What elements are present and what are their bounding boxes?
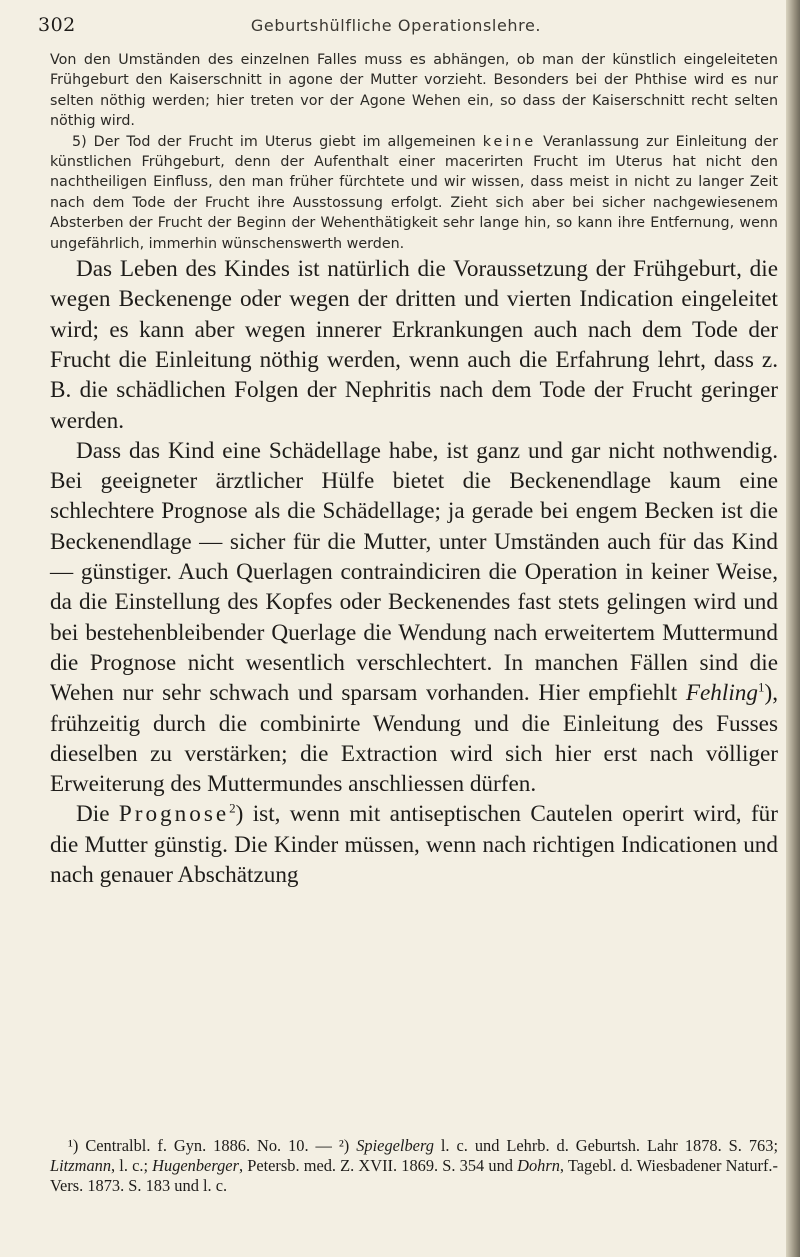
footnote-text-5: , Tagebl. d. Wiesbadener Naturf.-Vers. 1873. S. 183 und l. c. (50, 1156, 778, 1195)
paragraph-tod-start: 5) Der Tod der Frucht im Uterus giebt im allgemeinen (72, 133, 483, 150)
paragraph-prognose (50, 799, 778, 890)
body-text (50, 50, 778, 890)
footnote-text-2: l. c. und Lehrb. d. Geburtsh. Lahr 1878. S. 763; (433, 1136, 778, 1155)
paragraph-schaedellage-end: ), frühzeitig durch die combinirte Wendung und die Einleitung des Fusses dieselben zu verstärken; die Extraction wird sich hier erst nach völliger Erweiterung des Muttermundes anschliessen dürfen. (50, 680, 778, 798)
page-edge-shadow (786, 0, 800, 1257)
footnote-ref-2: 2 (229, 800, 236, 816)
author-spiegelberg: Spiegelberg (356, 1136, 434, 1155)
footnote-text-4: , Petersb. med. Z. XVII. 1869. S. 354 und (238, 1156, 518, 1175)
paragraph-schaedellage (50, 436, 778, 800)
running-title: Geburtshülfliche Operationslehre. (250, 16, 542, 35)
paragraph-prognose-end: ) ist, wenn mit antiseptischen Cautelen operirt wird, für die Mutter günstig. Die Kinder müssen, wenn nach richtigen Indicationen und nach genauer Abschätzung (50, 801, 778, 888)
author-hugenberger: Hugenberger (152, 1156, 239, 1175)
footnote-text-3: , l. c.; (111, 1156, 153, 1175)
paragraph-tod-end: Veranlassung zur Einleitung der künstlichen Frühgeburt, denn der Aufenthalt einer macerirten Frucht im Uterus hat nicht den nachtheiligen Einfluss, den man früher fürchtete und wir wissen, dass meist in nicht zu langer Zeit nach dem Tode der Frucht ihre Ausstossung erfolgt. Zieht sich aber bei sicher nachgewiesenem Absterben der Frucht der Beginn der Wehenthätigkeit sehr lange hin, so kann ihre Entfernung, wenn ungefährlich, immerhin wünschenswerth werden. (50, 133, 778, 252)
footnotes (50, 1136, 778, 1196)
footnote-ref-1: 1 (757, 679, 765, 695)
paragraph-prognose-start: Die (76, 801, 119, 828)
paragraph-leben-des-kindes: Das Leben des Kindes ist natürlich die Voraussetzung der Frühgeburt, die wegen Beckenenge oder wegen der dritten und vierten Indication eingeleitet wird; es kann aber wegen innerer Erkrankungen auch nach dem Tode der Frucht die Einleitung nöthig werden, wenn auch die Erfahrung lehrt, dass z. B. die schädlichen Folgen der Nephritis nach dem Tode der Frucht geringer werden. (50, 256, 778, 434)
author-fehling: Fehling (685, 680, 758, 707)
footnote-text-1: ¹) Centralbl. f. Gyn. 1886. No. 10. — ²) (68, 1136, 357, 1155)
paragraph-schaedellage-start: Dass das Kind eine Schädellage habe, ist ganz und gar nicht nothwendig. Bei geeigneter ärztlicher Hülfe bietet die Beckenendlage kaum eine schlechtere Prognose als die Schädellage; ja gerade bei engem Becken ist die Beckenendlage — sicher für die Mutter, unter Umständen auch für das Kind — günstiger. Auch Querlagen contraindiciren die Operation in keiner Weise, da die Einstellung des Kopfes oder Beckenendes fast stets gelingen wird und bei bestehenbleibender Querlage die Wendung nach erweitertem Muttermund die Prognose nicht wesentlich verschlechtert. In manchen Fällen sind die Wehen nur sehr schwach und sparsam vorhanden. Hier empfiehlt (50, 437, 778, 707)
footnote-block (50, 1136, 778, 1196)
emphasis-prognose: Prognose (118, 801, 230, 828)
page-number: 302 (38, 14, 76, 36)
paragraph-umstaende: Von den Umständen des einzelnen Falles muss es abhängen, ob man der künstlich eingeleiteten Frühgeburt den Kaiserschnitt in agone der Mutter vorzieht. Besonders bei der Phthise wird es nur selten nöthig werden; hier treten vor der Agone Wehen ein, so dass der Kaiserschnitt recht selten nöthig wird. (50, 52, 778, 130)
author-dohrn: Dohrn (517, 1156, 560, 1175)
author-litzmann: Litzmann (50, 1156, 112, 1175)
emphasis-keine: keine (482, 133, 537, 150)
paragraph-tod-der-frucht (50, 132, 778, 254)
page-header (0, 14, 792, 40)
